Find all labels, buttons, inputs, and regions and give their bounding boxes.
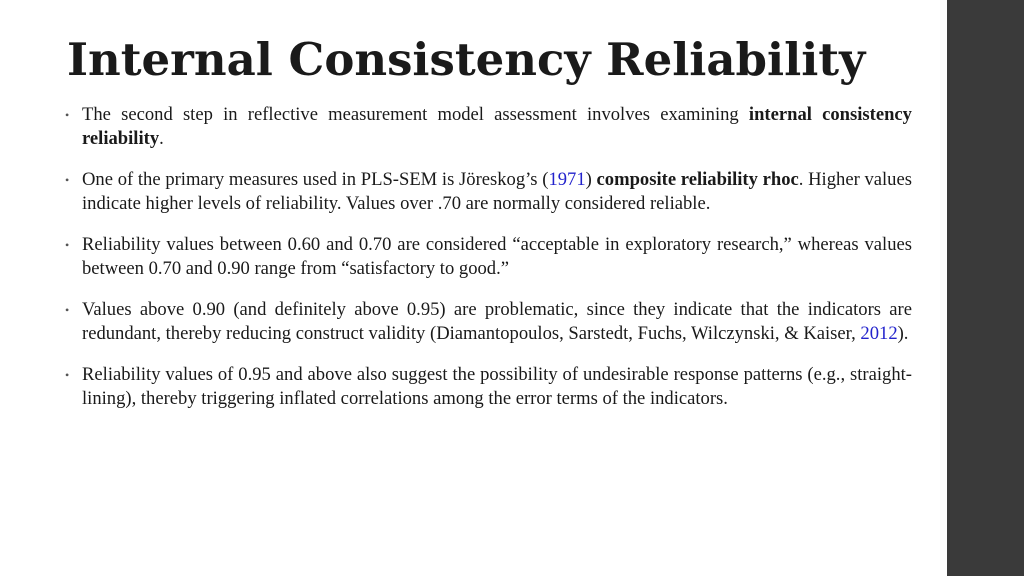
bullet-item: [60, 233, 912, 281]
bullet-dot-icon: •: [65, 108, 70, 122]
bullet-dot-icon: •: [65, 303, 70, 317]
bullet-text: Reliability values between 0.60 and 0.70 are considered “acceptable in exploratory research,” whereas values between 0.70 and 0.90 range from “satisfactory to good.”: [82, 234, 912, 279]
bullet-dot-icon: •: [65, 238, 70, 252]
bullet-text: ).: [897, 323, 909, 344]
bullet-emphasis: internal consistency reliability: [82, 104, 912, 149]
bullet-item: [60, 363, 912, 411]
citation-link-2012[interactable]: 2012: [860, 323, 898, 344]
bullet-text: ): [585, 169, 597, 190]
bullet-item: [60, 103, 912, 151]
bullet-text: Reliability values of 0.95 and above also suggest the possibility of undesirable response patterns (e.g., straight-lining), thereby triggering inflated correlations among the error terms of the indicators.: [82, 364, 912, 409]
bullet-text: One of the primary measures used in PLS-SEM is Jöreskog’s (: [82, 169, 549, 190]
citation-link-1971[interactable]: 1971: [548, 169, 586, 190]
bullet-text: Values above 0.90 (and definitely above 0.95) are problematic, since they indicate that the indicators are redundant, thereby reducing construct validity (Diamantopoulos, Sarstedt, Fuchs, Wilczynski, & Kaiser,: [82, 299, 912, 344]
bullet-text: The second step in reflective measurement model assessment involves examining: [82, 104, 749, 125]
bullet-dot-icon: •: [65, 368, 70, 382]
slide-title: Internal Consistency Reliability: [67, 33, 866, 86]
bullet-emphasis: composite reliability rhoc: [596, 169, 799, 190]
bullet-text: .: [159, 128, 164, 149]
bullet-text: . Higher values indicate higher levels of reliability. Values over .70 are normally considered reliable.: [82, 169, 912, 214]
bullet-item: [60, 298, 912, 346]
side-accent-bar: [947, 0, 1024, 576]
bullet-list: [60, 103, 912, 428]
bullet-item: [60, 168, 912, 216]
bullet-dot-icon: •: [65, 173, 70, 187]
